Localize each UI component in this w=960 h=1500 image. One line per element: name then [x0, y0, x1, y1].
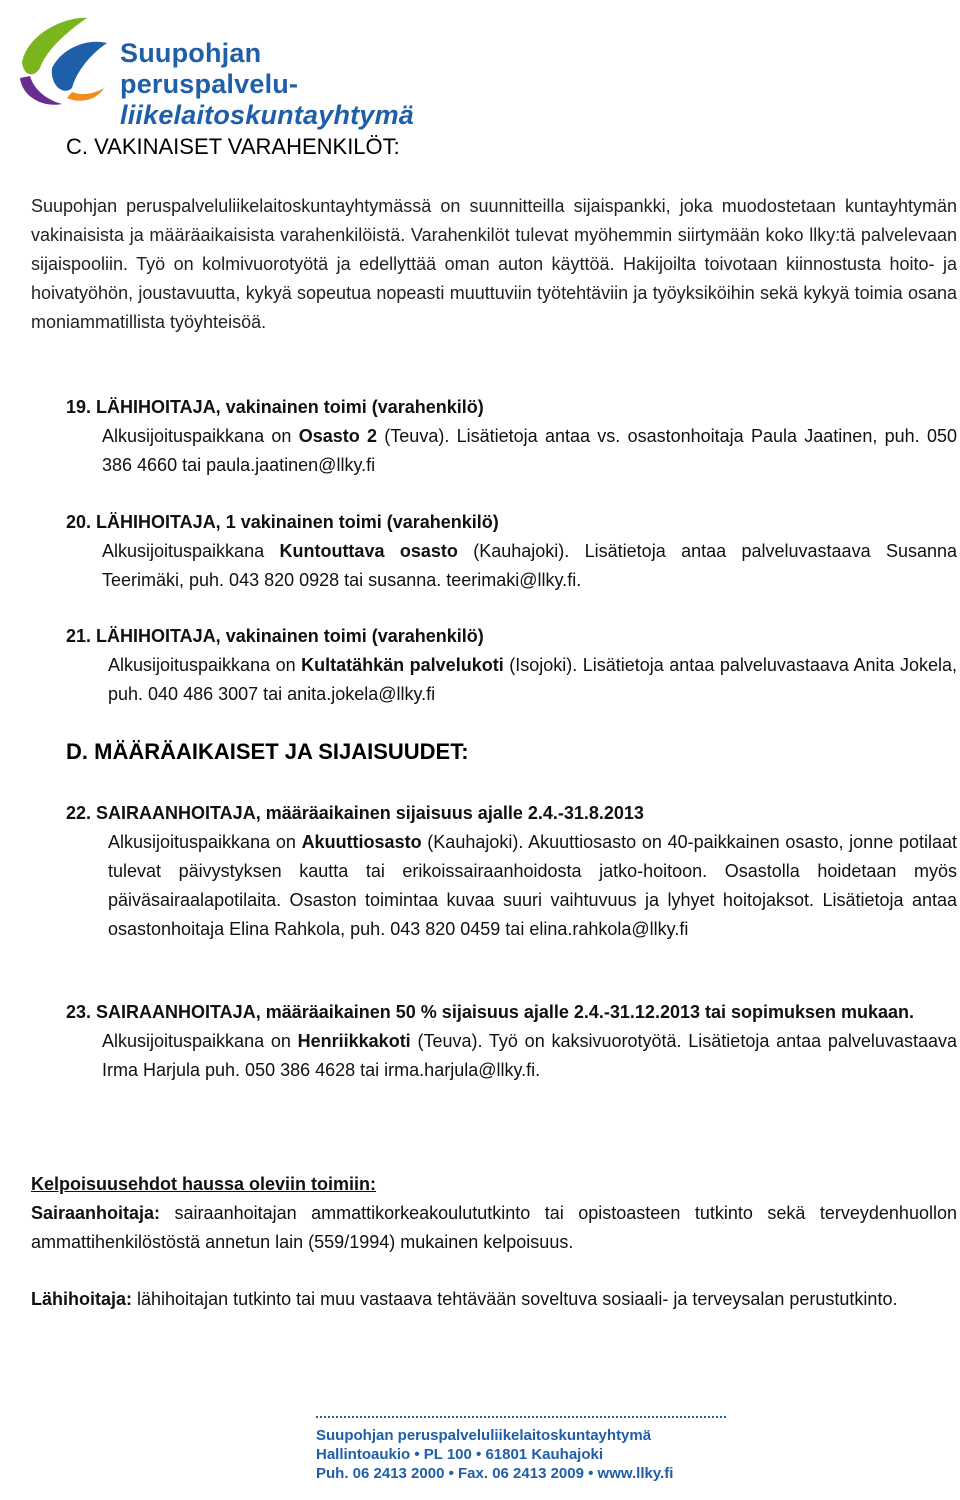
- logo-line-1: Suupohjan peruspalvelu-: [120, 38, 299, 99]
- job-heading: 22. SAIRAANHOITAJA, määräaikainen sijaisuus ajalle 2.4.-31.8.2013: [66, 803, 644, 823]
- section-c-intro: Suupohjan peruspalveluliikelaitoskuntayhtymässä on suunnitteilla sijaispankki, joka muodostetaan kuntayhtymän vakinaisista ja määräaikaisista varahenkilöistä. Varahenkilöt tulevat myöhemmin siirtymään koko llky:tä palvelevaan sijaispooliin. Työ on kolmivuorotyötä ja edellyttää oman auton käyttöä. Hakijoilta toivotaan kiinnostusta hoito- ja hoivatyöhön, joustavuutta, kykyä sopeutua nopeasti muuttuviin työtehtäviin ja työyksiköihin sekä kykyä toimia osana moniammatillista työyhteisöä.: [31, 196, 957, 332]
- qualification-label: Sairaanhoitaja:: [31, 1203, 161, 1223]
- job-item-20: [66, 508, 957, 595]
- job-text-post: (Kauhajoki). Akuuttiosasto on 40-paikkainen osasto, jonne potilaat tulevat päivystyksen kautta tai erikoissairaanhoidosta jatko-hoitoon. Osastolla hoidetaan myös päiväsairaalapotilaita. Osaston toimintaa kuvaa suuri vaihtuvuus ja lyhyet hoitojaksot. Lisätietoja antaa osastonhoitaja Elina Rahkola, puh. 043 820 0459 tai elina.rahkola@llky.fi: [108, 832, 957, 939]
- job-text-pre: Alkusijoituspaikkana on: [102, 426, 299, 446]
- job-place: Akuuttiosasto: [301, 832, 422, 852]
- job-text-post: (Isojoki). Lisätietoja antaa palveluvastaava Anita Jokela, puh. 040 486 3007 tai anita.jokela@llky.fi: [108, 655, 958, 704]
- job-text-pre: Alkusijoituspaikkana on: [108, 655, 302, 675]
- section-c-title: C. VAKINAISET VARAHENKILÖT:: [66, 134, 400, 159]
- job-text-pre: Alkusijoituspaikkana on: [108, 832, 302, 852]
- job-body: [66, 422, 957, 480]
- job-heading: 21. LÄHIHOITAJA, vakinainen toimi (varahenkilö): [66, 626, 484, 646]
- section-d-title: D. MÄÄRÄAIKAISET JA SIJAISUUDET:: [66, 739, 469, 764]
- logo: [12, 8, 432, 130]
- job-place: Kultatähkän palvelukoti: [301, 655, 504, 675]
- job-item-19: [66, 393, 957, 480]
- qualification-nurse: [31, 1199, 957, 1257]
- logo-mark-icon: [12, 8, 112, 118]
- job-text-post: (Teuva). Lisätietoja antaa vs. osastonhoitaja Paula Jaatinen, puh. 050 386 4660 tai paula.jaatinen@llky.fi: [102, 426, 957, 475]
- job-body: [66, 828, 957, 944]
- job-text-post: (Kauhajoki). Lisätietoja antaa palveluvastaava Susanna Teerimäki, puh. 043 820 0928 tai susanna. teerimaki@llky.fi.: [102, 541, 958, 590]
- qualifications-block: [31, 1170, 957, 1314]
- job-item-21: [66, 622, 957, 709]
- qualifications-title: Kelpoisuusehdot haussa oleviin toimiin:: [31, 1174, 377, 1194]
- job-body: [66, 537, 957, 595]
- job-heading: 20. LÄHIHOITAJA, 1 vakinainen toimi (varahenkilö): [66, 512, 499, 532]
- footer-divider: [316, 1416, 726, 1418]
- job-place: Kuntouttava osasto: [279, 541, 458, 561]
- footer-org-name: Suupohjan peruspalveluliikelaitoskuntayhtymä: [316, 1427, 652, 1444]
- job-place: Henriikkakoti: [297, 1031, 411, 1051]
- job-item-23: [66, 998, 957, 1085]
- qualification-label: Lähihoitaja:: [31, 1289, 133, 1309]
- job-body: [66, 651, 957, 709]
- qualification-practical-nurse: [31, 1285, 957, 1314]
- job-heading: 19. LÄHIHOITAJA, vakinainen toimi (varahenkilö): [66, 397, 484, 417]
- job-body: [66, 1027, 957, 1085]
- logo-line-2: liikelaitoskuntayhtymä: [120, 100, 415, 130]
- footer-address: Hallintoaukio • PL 100 • 61801 Kauhajoki: [316, 1446, 603, 1463]
- qualification-text: lähihoitajan tutkinto tai muu vastaava tehtävään soveltuva sosiaali- ja terveysalan perustutkinto.: [132, 1289, 898, 1309]
- footer: [316, 1416, 726, 1483]
- logo-wordmark: [120, 38, 432, 131]
- job-heading: 23. SAIRAANHOITAJA, määräaikainen 50 % sijaisuus ajalle 2.4.-31.12.2013 tai sopimuksen mukaan.: [66, 1002, 915, 1022]
- footer-contact: Puh. 06 2413 2000 • Fax. 06 2413 2009 • www.llky.fi: [316, 1465, 674, 1482]
- qualification-text: sairaanhoitajan ammattikorkeakoulututkinto tai opistoasteen tutkinto sekä terveydenhuollon ammattihenkilöstöstä annetun lain (559/1994) mukainen kelpoisuus.: [31, 1203, 957, 1252]
- job-text-post: (Teuva). Työ on kaksivuorotyötä. Lisätietoja antaa palveluvastaava Irma Harjula puh. 050 386 4628 tai irma.harjula@llky.fi.: [102, 1031, 957, 1080]
- job-text-pre: Alkusijoituspaikkana: [102, 541, 280, 561]
- job-place: Osasto 2: [298, 426, 378, 446]
- job-item-22: [66, 799, 957, 944]
- job-text-pre: Alkusijoituspaikkana on: [102, 1031, 298, 1051]
